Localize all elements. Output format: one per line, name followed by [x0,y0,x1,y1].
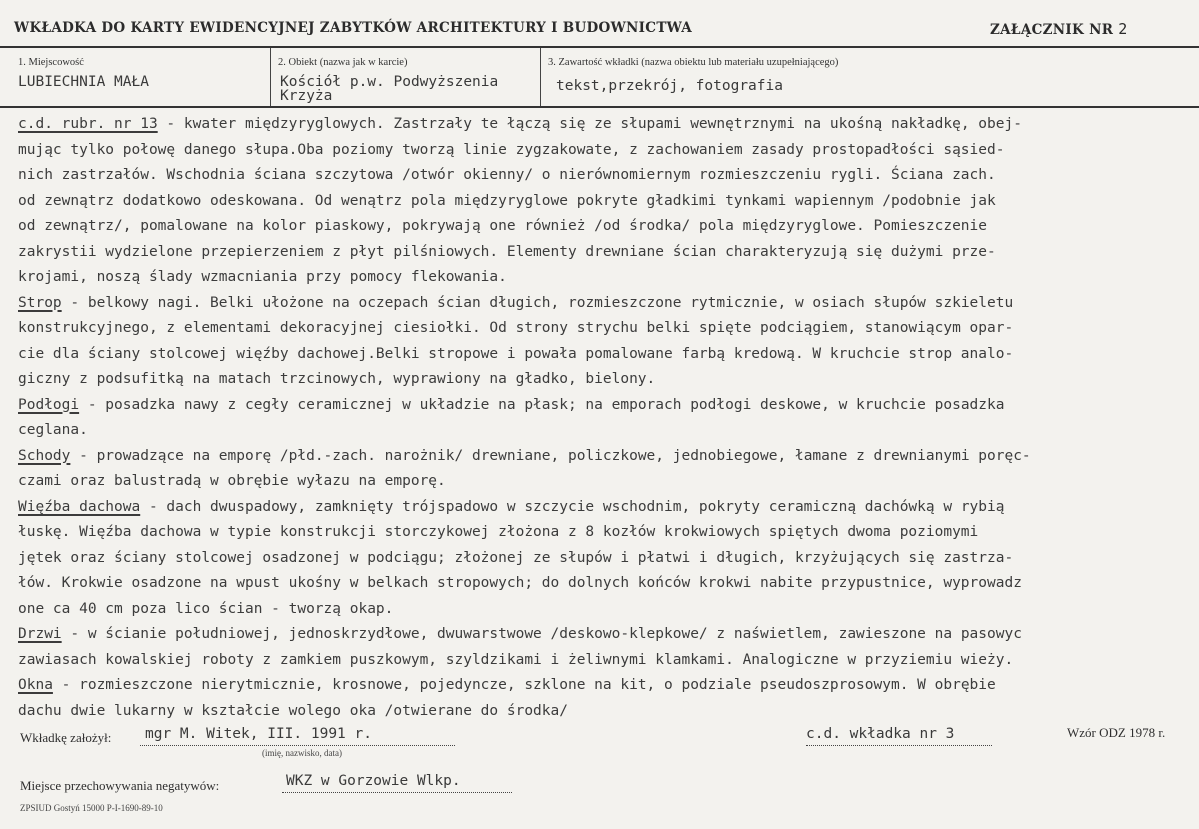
text-line [18,622,1199,648]
line-text: zakrystii wydzielone przepierzeniem z płyt pilśniowych. Elementy drewniane ścian charakteryzują się dużymi prze- [18,243,996,260]
object-label: 2. Obiekt (nazwa jak w karcie) [278,57,408,68]
locality-label: 1. Miejscowość [18,57,84,68]
text-line [18,240,1199,266]
annex-heading [990,20,1128,38]
section-heading: Schody [18,447,71,464]
text-line [18,163,1199,189]
line-text: łuskę. Więźba dachowa w typie konstrukcji storczykowej złożona z 8 kozłów krokwiowych spiętych dwoma poziomymi [18,524,979,540]
founded-hint: (imię, nazwisko, data) [262,748,342,758]
line-text: - rozmieszczone nierytmicznie, krosnowe, pojedyncze, szklone na kit, o podziale pseudoszprosowym. W obrębie [52,677,996,693]
line-text: - prowadzące na emporę /płd.-zach. narożnik/ drewniane, policzkowe, jednobiegowe, łamane z drewnianymi poręc- [70,447,1031,464]
negatives-value: WKZ w Gorzowie Wlkp. [286,773,461,789]
line-text: giczny z podsufitką na matach trzcinowych, wyprawiony na gładko, bielony. [18,371,656,387]
line-text: cie dla ściany stolcowej więźby dachowej.Belki stropowe i powała pomalowane farbą kredową. W kruchcie strop analo- [18,345,1014,362]
text-line [18,112,1199,138]
text-line [18,495,1199,521]
line-text: - belkowy nagi. Belki ułożone na oczepach ścian długich, rozmieszczone rytmicznie, w osiach słupów szkieletu [61,294,1014,311]
text-line [18,597,1199,623]
text-line [18,571,1199,597]
text-line [18,469,1199,495]
line-text: konstrukcyjnego, z elementami dekoracyjnej ciesiołki. Od strony strychu belki spięte podciągiem, stanowiącym opar- [18,320,1014,336]
section-heading: Strop [18,294,62,311]
negatives-dotted-line [282,792,512,793]
annex-number: 2 [1118,20,1128,38]
fields-rule [0,106,1199,108]
section-heading: Okna [18,677,53,693]
line-text: dachu dwie lukarny w kształcie wolego oka /otwierane do środka/ [18,702,568,719]
text-line [18,291,1199,317]
line-text: łów. Krokwie osadzone na wpust ukośny w belkach stropowych; do dolnych końców krokwi nabite przypustnice, wyprowadz [18,575,1022,591]
line-text: czami oraz balustradą w obrębie wyłazu na emporę. [18,473,446,489]
text-line [18,520,1199,546]
line-text: nich zastrzałów. Wschodnia ściana szczytowa /otwór okienny/ o nierównomiernym rozmieszczeniu rygli. Ściana zach. [18,167,996,183]
section-heading: Drzwi [18,626,62,642]
line-text: od zewnątrz/, pomalowane na kolor piaskowy, pokrywają one również /od środka/ pola międzyryglowe. Pomieszczenie [18,218,988,234]
line-text: zawiasach kowalskiej roboty z zamkiem puszkowym, szyldzikami i żeliwnymi klamkami. Analogiczne w przyziemiu wieży. [18,651,1014,668]
description-text [18,112,1199,724]
line-text: - posadzka nawy z cegły ceramicznej w układzie na płask; na emporach podłogi deskowe, w kruchcie posadzka [79,396,1005,413]
founded-dotted-line [140,745,455,746]
text-line [18,138,1199,164]
form-template-id: Wzór ODZ 1978 r. [1067,725,1166,740]
text-line [18,265,1199,291]
section-heading: Podłogi [18,396,80,413]
negatives-label: Miejsce przechowywania negatywów: [20,778,220,793]
text-line [18,673,1199,699]
text-line [18,393,1199,419]
text-line [18,342,1199,368]
line-text: jętek oraz ściany stolcowej osadzonej w podciągu; złożonej ze słupów i płatwi i długich, krzyżujących się zastrza- [18,549,1014,566]
text-line [18,418,1199,444]
founded-label: Wkładkę założył: [20,730,112,745]
object-value-line2: Krzyża [280,88,333,104]
continued-dotted-line [806,745,992,746]
text-line [18,546,1199,572]
locality-value: LUBIECHNIA MAŁA [18,74,149,90]
content-value: tekst,przekrój, fotografia [556,78,783,94]
annex-label: ZAŁĄCZNIK NR [990,22,1114,38]
text-line [18,444,1199,470]
object-value-line1: Kościół p.w. Podwyższenia [280,74,499,90]
text-line [18,699,1199,725]
text-line [18,367,1199,393]
printer-imprint: ZPSIUD Gostyń 15000 P-I-1690-89-10 [20,803,163,813]
line-text: one ca 40 cm poza lico ścian - tworzą okap. [18,600,394,617]
text-line [18,316,1199,342]
line-text: - kwater międzyryglowych. Zastrzały te łączą się ze słupami wewnętrznymi na ukośną nakładkę, obej- [157,116,1022,132]
text-line [18,214,1199,240]
section-heading: c.d. rubr. nr 13 [18,116,158,132]
continued-note: c.d. wkładka nr 3 [806,726,955,742]
line-text: - w ścianie południowej, jednoskrzydłowe, dwuwarstwowe /deskowo-klepkowe/ z naświetlem, zawieszone na pasowyc [61,626,1022,642]
field-divider-1 [270,48,271,106]
header-rule [0,46,1199,48]
form-title: WKŁADKA DO KARTY EWIDENCYJNEJ ZABYTKÓW ARCHITEKTURY I BUDOWNICTWA [14,20,693,36]
section-heading: Więźba dachowa [18,498,141,515]
line-text: krojami, noszą ślady wzmacniania przy pomocy flekowania. [18,269,507,285]
line-text: - dach dwuspadowy, zamknięty trójspadowo w szczycie wschodnim, pokryty ceramiczną dachówką w rybią [140,498,1005,515]
text-line [18,189,1199,215]
line-text: mując tylko połowę danego słupa.Oba poziomy tworzą linie zygzakowate, z zachowaniem zasady prostopadłości sąsied- [18,141,1005,158]
content-label: 3. Zawartość wkładki (nazwa obiektu lub materiału uzupełniającego) [548,57,839,68]
founded-value: mgr M. Witek, III. 1991 r. [145,726,372,742]
line-text: od zewnątrz dodatkowo odeskowana. Od wenątrz pola międzyryglowe pokryte gładkimi tynkami wapiennym /podobnie jak [18,192,996,209]
field-divider-2 [540,48,541,106]
text-line [18,648,1199,674]
line-text: ceglana. [18,422,88,438]
